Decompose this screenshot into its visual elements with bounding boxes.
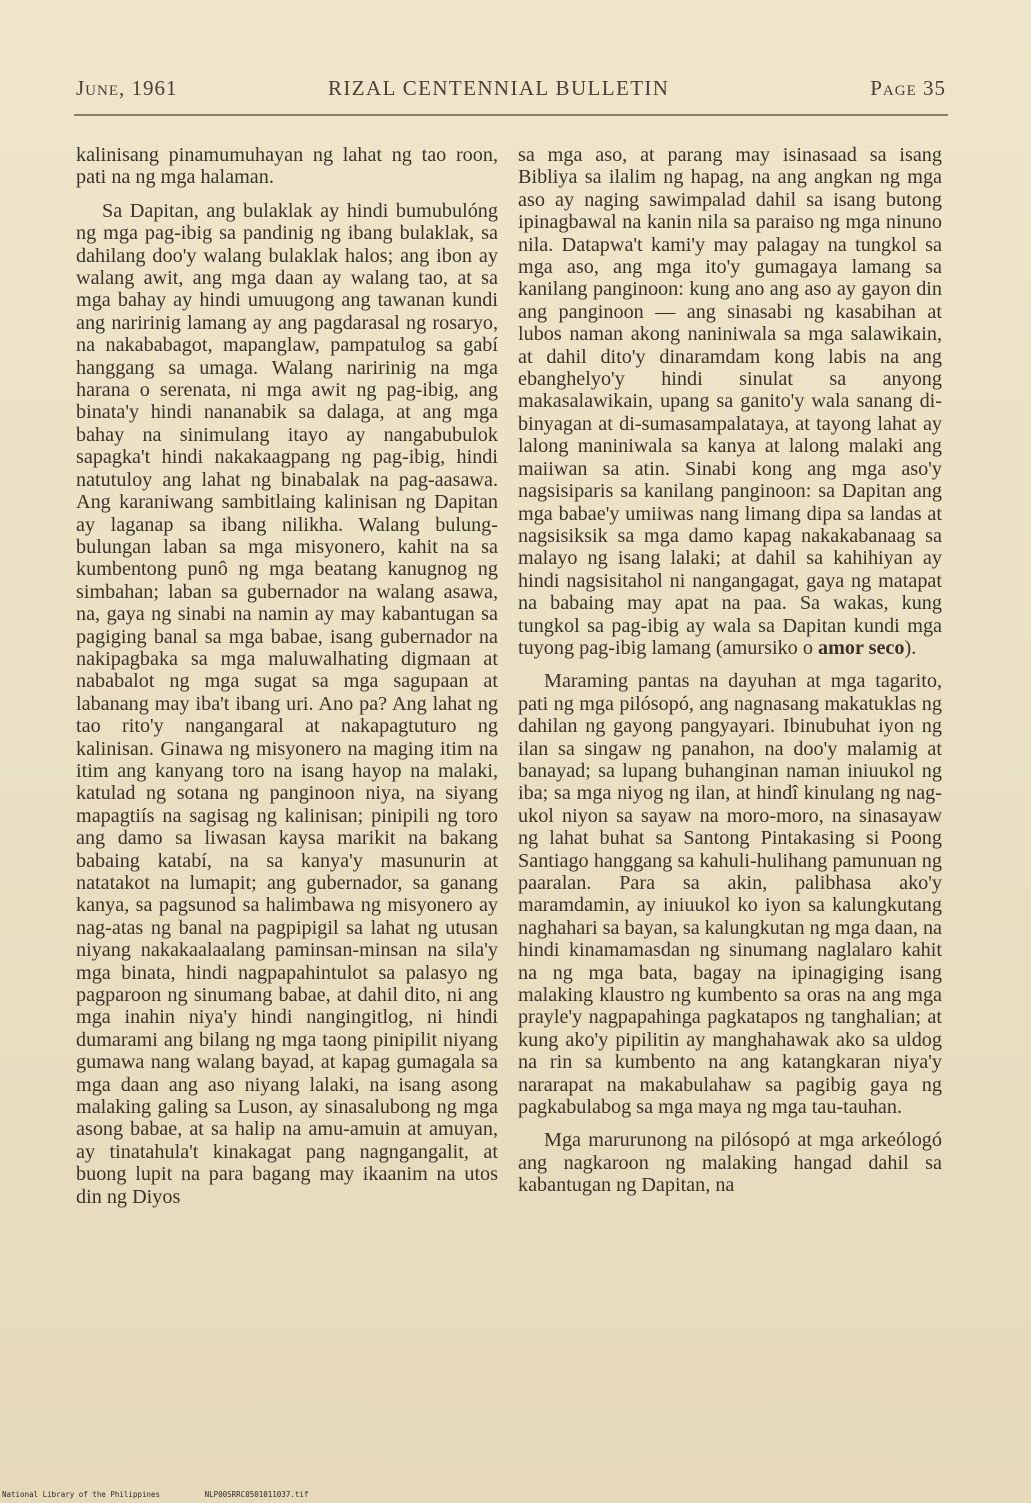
paragraph: Maraming pantas na dayuhan at mga tagarito, pati ng mga pilósopó, ang nagnasang makatuklas ng dahilan ng gayong pangyayari. Ibinubuhat iyon ng ilan sa singaw ng panahon, na doo'y malamig at banayad; sa lupang buhanginan naman iniuukol ng iba; sa mga niyog ng ilan, at hindî kinulang ng nag-ukol niyon sa sayaw na moro-moro, na sinasayaw ng lahat buhat sa Santong Pintakasing si Poong Santiago hanggang sa kahuli-hulihang pamunuan ng paaralan. Para sa akin, palibhasa ako'y maramdamin, ay iniuukol ko iyon sa kalungkutang naghahari sa bayan, sa kalungkutan ng mga daan, na hindi kinamamasdan ng sinumang naglalaro kahit na ng mga bata, bagay na ipinagiging isang malaking klaustro ng kumbento sa oras na ang mga prayle'y nagpapahinga pagkatapos ng tanghalian; at kung ako'y pipilitin ay manghahawak ako sa uldog na rin sa kumbento na ang katangkaran niya'y nararapat na makabulahaw sa pagibig gaya ng pagkabulabog sa mga maya ng mga tau-tauhan.	[518, 670, 942, 1119]
right-column	[518, 144, 942, 1208]
paragraph	[518, 144, 942, 659]
scan-filename: NLP00SRRC0501011037.tif	[204, 1490, 309, 1499]
publication-title: RIZAL CENTENNIAL BULLETIN	[328, 76, 670, 100]
issue-date: June, 1961	[76, 76, 178, 100]
paragraph: Sa Dapitan, ang bulaklak ay hindi bumubulóng ng mga pag-ibig sa pandinig ng ibang bulaklak, sa dahilang doo'y walang bulaklak halos; ang ibon ay walang awit, ang mga daan ay walang tao, at sa mga bahay ay hindi umuugong ang tawanan kundi ang naririnig lamang ay ang pagdarasal ng rosaryo, na nakababagot, mapanglaw, pampatulog sa gabí hanggang sa umaga. Walang naririnig na mga harana o serenata, ni mga awit ng pag-ibig, ang binata'y hindi nananabik sa dalaga, at ang mga bahay na sinimulang itayo ay nangabubulok sapagka't hindi nakakaagpang ng pag-ibig, hindi natutuloy ang lahat ng binabalak na pag-aasawa. Ang karaniwang sambitlaing kalinisan ng Dapitan ay laganap sa ibang nilikha. Walang bulung-bulungan laban sa mga misyonero, kahit na sa kumbentong punô ng mga beatang kanugnog ng simbahan; laban sa gubernador na walang asawa, na, gaya ng sinabi na namin ay may kabantugan sa pagiging banal sa mga babae, isang gubernador na nakipagbaka sa mga maluwalhating digmaan at nababalot ng mga sugat sa mga sagupaan at labanang may iba't ibang uri. Ano pa? Ang lahat ng tao rito'y nangangaral at nakapagtuturo ng kalinisan. Ginawa ng misyonero na maging itim na itim ang kanyang toro na isang hayop na malaki, katulad ng sotana ng panginoon niya, na siyang mapagtiís na sagisag ng kalinisan; pinipili ng toro ang damo sa liwasan kaysa marikit na bakang babaing katabí, na sa kanya'y masunurin at natatakot na lumapit; ang gubernador, sa ganang kanya, sa pagsunod sa halimbawa ng misyonero ay nag-atas ng banal na pagpipigil sa lahat ng utusan niyang nakakaalaalang paminsan-minsan na sila'y mga binata, hindi nagpapahintulot sa palasyo ng pagparoon ng sinumang babae, at dahil dito, ni ang mga inahin niya'y hindi nangingitlog, ni hindi dumarami ang bilang ng mga taong pinipilit niyang gumawa nang walang bayad, at kapag gumagala sa mga daan ang aso niyang lalaki, na isang asong malaking galing sa Luson, ay sinasalubong ng mga asong babae, at sa halip na amu-amuin at amuyan, ay tinatahula't kinakagat pang nagngangalit, at buong lupit na para bagang may ikaanim na utos din ng Diyos	[76, 199, 498, 1208]
paragraph: Mga marurunong na pilósopó at mga arkeólogó ang nagkaroon ng malaking hangad dahil sa kabantugan ng Dapitan, na	[518, 1129, 942, 1197]
paragraph-text-end: ).	[904, 636, 917, 659]
left-column	[76, 144, 498, 1219]
running-header	[76, 74, 946, 106]
scan-footer	[2, 1490, 602, 1502]
bold-term: amor seco	[817, 636, 905, 659]
page-number: Page 35	[870, 76, 946, 100]
paragraph: kalinisang pinamumuhayan ng lahat ng tao roon, pati na ng mga halaman.	[76, 144, 498, 189]
header-rule	[74, 114, 948, 116]
paragraph-text: sa mga aso, at parang may isinasaad sa isang Bibliya sa ilalim ng hapag, na ang angkan ng mga aso ay naging sawimpalad dahil sa isang butong ipinagbawal na kanin nila sa paraiso ng mga ninuno nila. Datapwa't kami'y may palagay na tungkol sa mga aso, ang mga ito'y gumagaya lamang sa kanilang panginoon: kung ano ang aso ay gayon din ang panginoon — ang sinasabi ng kasabihan at lubos naman akong naniniwala sa mga salawikain, at dahil dito'y dinaramdam kong labis na ang ebanghelyo'y hindi sinulat sa anyong makasalawikain, upang sa ganito'y wala sanang di-binyagan at di-sumasampalataya, at tayong lahat ay lalong maniniwala sa kanya at lalong malaki ang maiiwan sa atin. Sinabi kong ang mga aso'y nagsisiparis sa kanilang panginoon: sa Dapitan ang mga babae'y umiiwas nang limang dipa sa landas at nagsisiksik sa mga damo kapag nakakabanaag sa malayo ng isang lalaki; at dahil sa kahihiyan ay hindi nagsisitahol ni nangangagat, gaya ng matapat na babaing may apat na paa. Sa wakas, kung tungkol sa pag-ibig ay wala sa Dapitan kundi mga tuyong pag-ibig lamang (amursiko o	[518, 144, 942, 659]
library-credit: National Library of the Philippines	[2, 1490, 161, 1499]
